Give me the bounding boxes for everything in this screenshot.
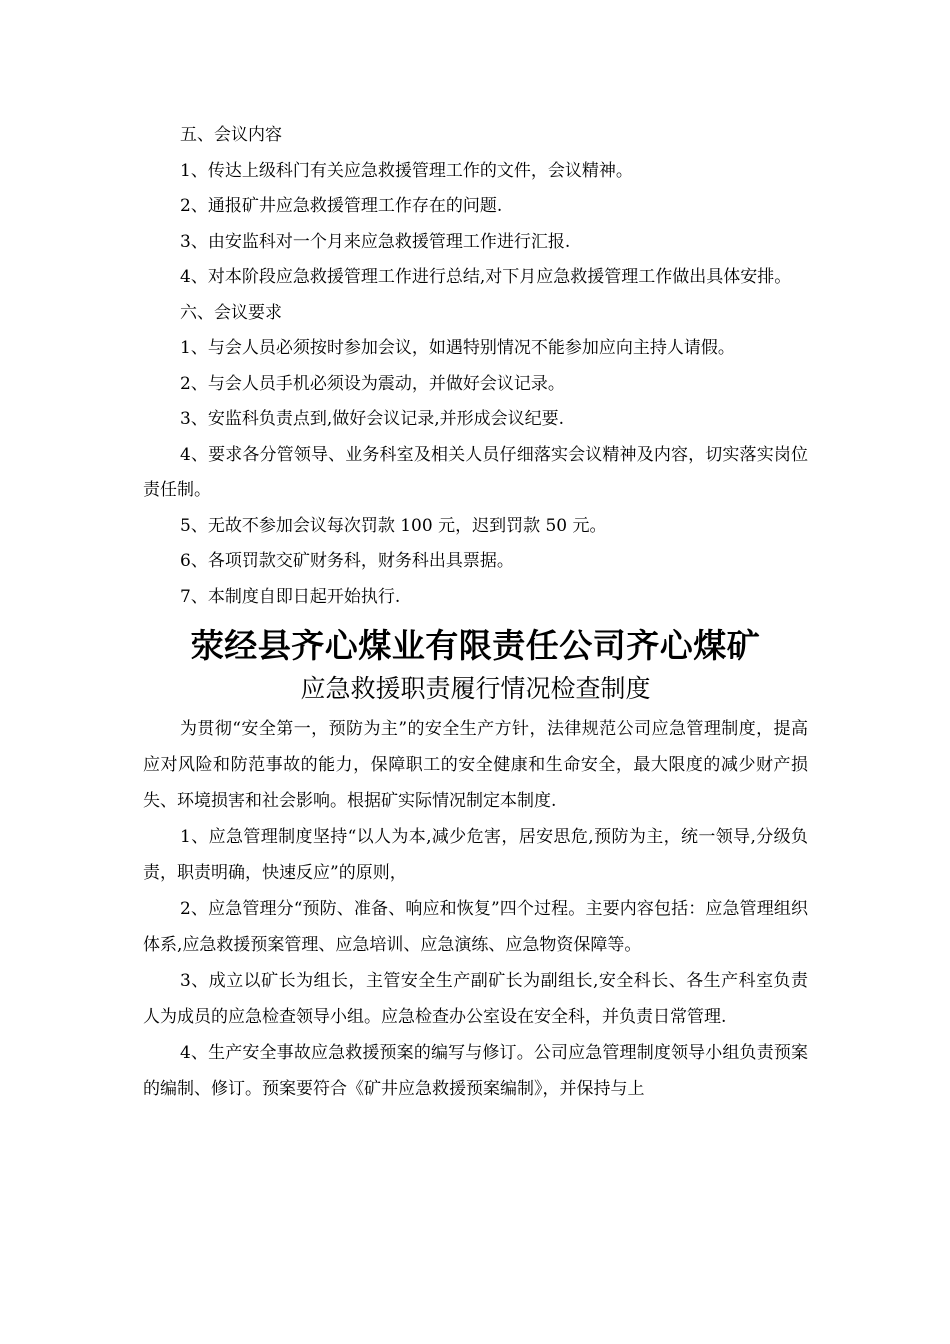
paragraph: 7、本制度自即日起开始执行. [180,586,401,607]
paragraph: 6、各项罚款交矿财务科，财务科出具票据。 [180,551,514,571]
paragraph: 5、无故不参加会议每次罚款 100 元，迟到罚款 50 元。 [180,515,607,536]
paragraph: 2、应急管理分“预防、准备、响应和恢复”四个过程。主要内容包括：应急管理组织体系,应急救援预案管理、应急培训、应急演练、应急物资保障等。 [143,899,808,955]
paragraph: 4、对本阶段应急救援管理工作进行总结,对下月应急救援管理工作做出具体安排。 [180,267,792,287]
paragraph: 1、与会人员必须按时参加会议，如遇特别情况不能参加应向主持人请假。 [180,338,735,358]
meeting-section [143,118,808,615]
heading-meeting-requirements: 六、会议要求 [180,302,282,323]
paragraph: 3、安监科负责点到,做好会议记录,并形成会议纪要. [180,409,565,429]
paragraph: 1、应急管理制度坚持“以人为本,减少危害，居安思危,预防为主，统一领导,分级负责，职责明确，快速反应”的原则， [143,827,808,883]
document-subtitle: 应急救援职责履行情况检查制度 [300,674,651,703]
rules-section [143,711,808,1107]
paragraph: 2、通报矿井应急救援管理工作存在的问题. [180,196,503,216]
paragraph: 4、要求各分管领导、业务科室及相关人员仔细落实会议精神及内容，切实落实岗位责任制。 [143,444,808,500]
page-content [143,118,808,1107]
document-title: 荥经县齐心煤业有限责任公司齐心煤矿 [190,626,761,665]
paragraph: 3、成立以矿长为组长，主管安全生产副矿长为副组长,安全科长、各生产科室负责人为成员的应急检查领导小组。应急检查办公室设在安全科，并负责日常管理. [143,971,808,1027]
paragraph: 2、与会人员手机必须设为震动，并做好会议记录。 [180,373,565,394]
paragraph: 3、由安监科对一个月来应急救援管理工作进行汇报. [180,231,571,252]
paragraph: 4、生产安全事故应急救援预案的编写与修订。公司应急管理制度领导小组负责预案的编制、修订。预案要符合《矿井应急救援预案编制》，并保持与上 [143,1043,808,1099]
intro-paragraph: 为贯彻“安全第一，预防为主”的安全生产方针，法律规范公司应急管理制度，提高应对风险和防范事故的能力，保障职工的安全健康和生命安全，最大限度的减少财产损失、环境损害和社会影响。根据矿实际情况制定本制度. [143,719,808,811]
paragraph: 1、传达上级科门有关应急救援管理工作的文件，会议精神。 [180,160,633,181]
heading-meeting-content: 五、会议内容 [180,125,282,145]
